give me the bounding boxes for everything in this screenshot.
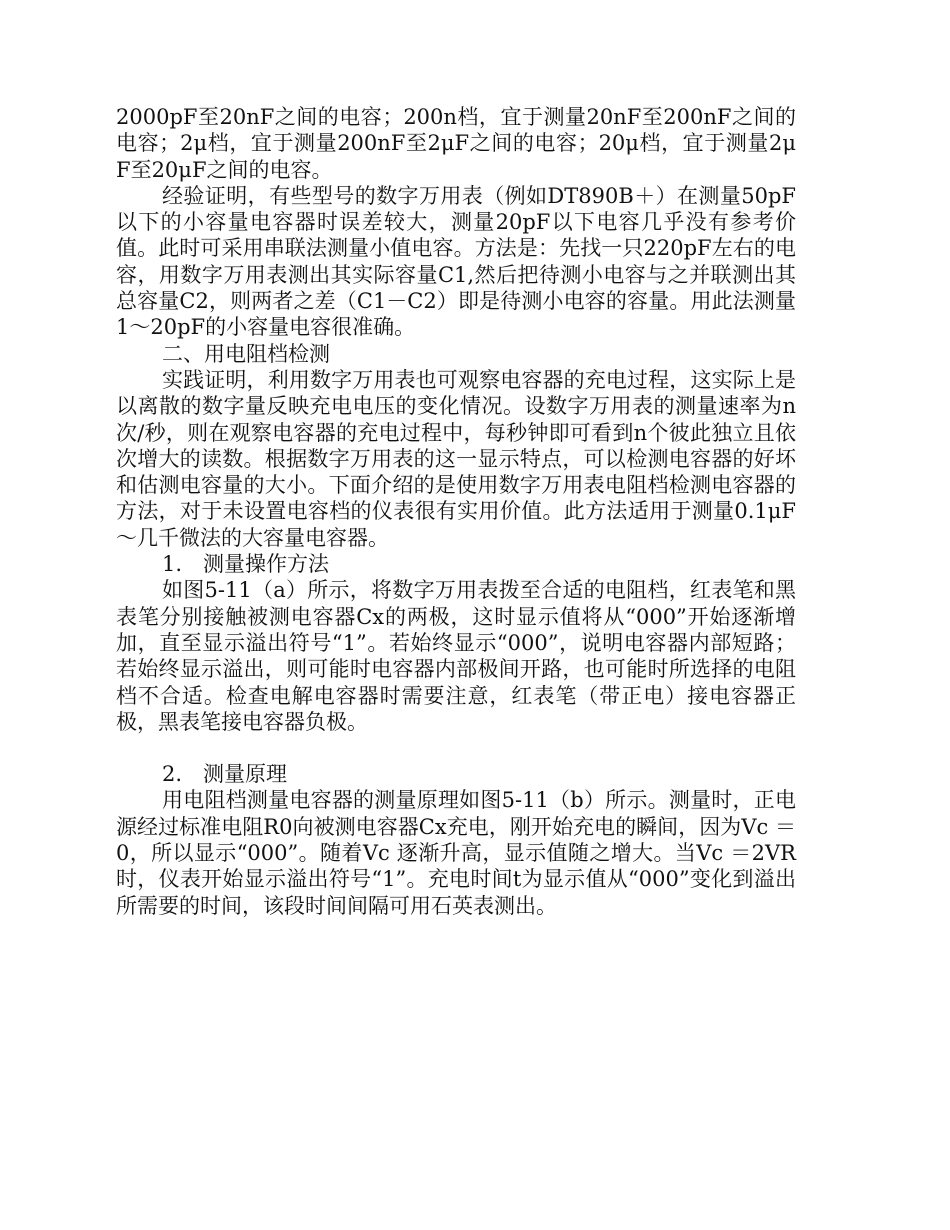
section-heading-resistance: 二、用电阻档检测	[162, 341, 330, 366]
document-body	[116, 104, 796, 919]
subheading-principle: 2. 测量原理	[162, 762, 288, 787]
paragraph-capacitance-ranges: 2000pF至20nF之间的电容；200n档，宜于测量20nF至200nF之间的电容；2μ档，宜于测量200nF至2μF之间的电容；20μ档，宜于测量2μF至20μF之间的电容。	[116, 105, 796, 182]
blank-line	[116, 735, 796, 761]
paragraph-practice-proof: 实践证明，利用数字万用表也可观察电容器的充电过程，这实际上是以离散的数字量反映充电电压的变化情况。设数字万用表的测量速率为n次/秒，则在观察电容器的充电过程中，每秒钟即可看到n个彼此独立且依次增大的读数。根据数字万用表的这一显示特点，可以检测电容器的好坏和估测电容量的大小。下面介绍的是使用数字万用表电阻档检测电容器的方法，对于未设置电容档的仪表很有实用价值。此方法适用于测量0.1μF～几千微法的大容量电容器。	[116, 367, 796, 550]
paragraph-operation: 如图5-11（a）所示，将数字万用表拨至合适的电阻档，红表笔和黑表笔分别接触被测电容器Cx的两极，这时显示值将从“000”开始逐渐增加，直至显示溢出符号“1”。若始终显示“000”，说明电容器内部短路；若始终显示溢出，则可能时电容器内部极间开路，也可能时所选择的电阻档不合适。检查电解电容器时需要注意，红表笔（带正电）接电容器正极，黑表笔接电容器负极。	[116, 578, 796, 734]
subheading-operation: 1. 测量操作方法	[162, 552, 330, 577]
paragraph-series-method: 经验证明，有些型号的数字万用表（例如DT890B＋）在测量50pF以下的小容量电容器时误差较大，测量20pF以下电容几乎没有参考价值。此时可采用串联法测量小值电容。方法是：先找一只220pF左右的电容，用数字万用表测出其实际容量C1,然后把待测小电容与之并联测出其总容量C2，则两者之差（C1－C2）即是待测小电容的容量。用此法测量1～20pF的小容量电容很准确。	[116, 183, 796, 340]
paragraph-principle: 用电阻档测量电容器的测量原理如图5-11（b）所示。测量时，正电源经过标准电阻R0向被测电容器Cx充电，刚开始充电的瞬间，因为Vc ＝0，所以显示“000”。随着Vc 逐渐升高，显示值随之增大。当Vc ＝2VR 时，仪表开始显示溢出符号“1”。充电时间t为显示值从“000”变化到溢出所需要的时间，该段时间间隔可用石英表测出。	[116, 788, 796, 918]
